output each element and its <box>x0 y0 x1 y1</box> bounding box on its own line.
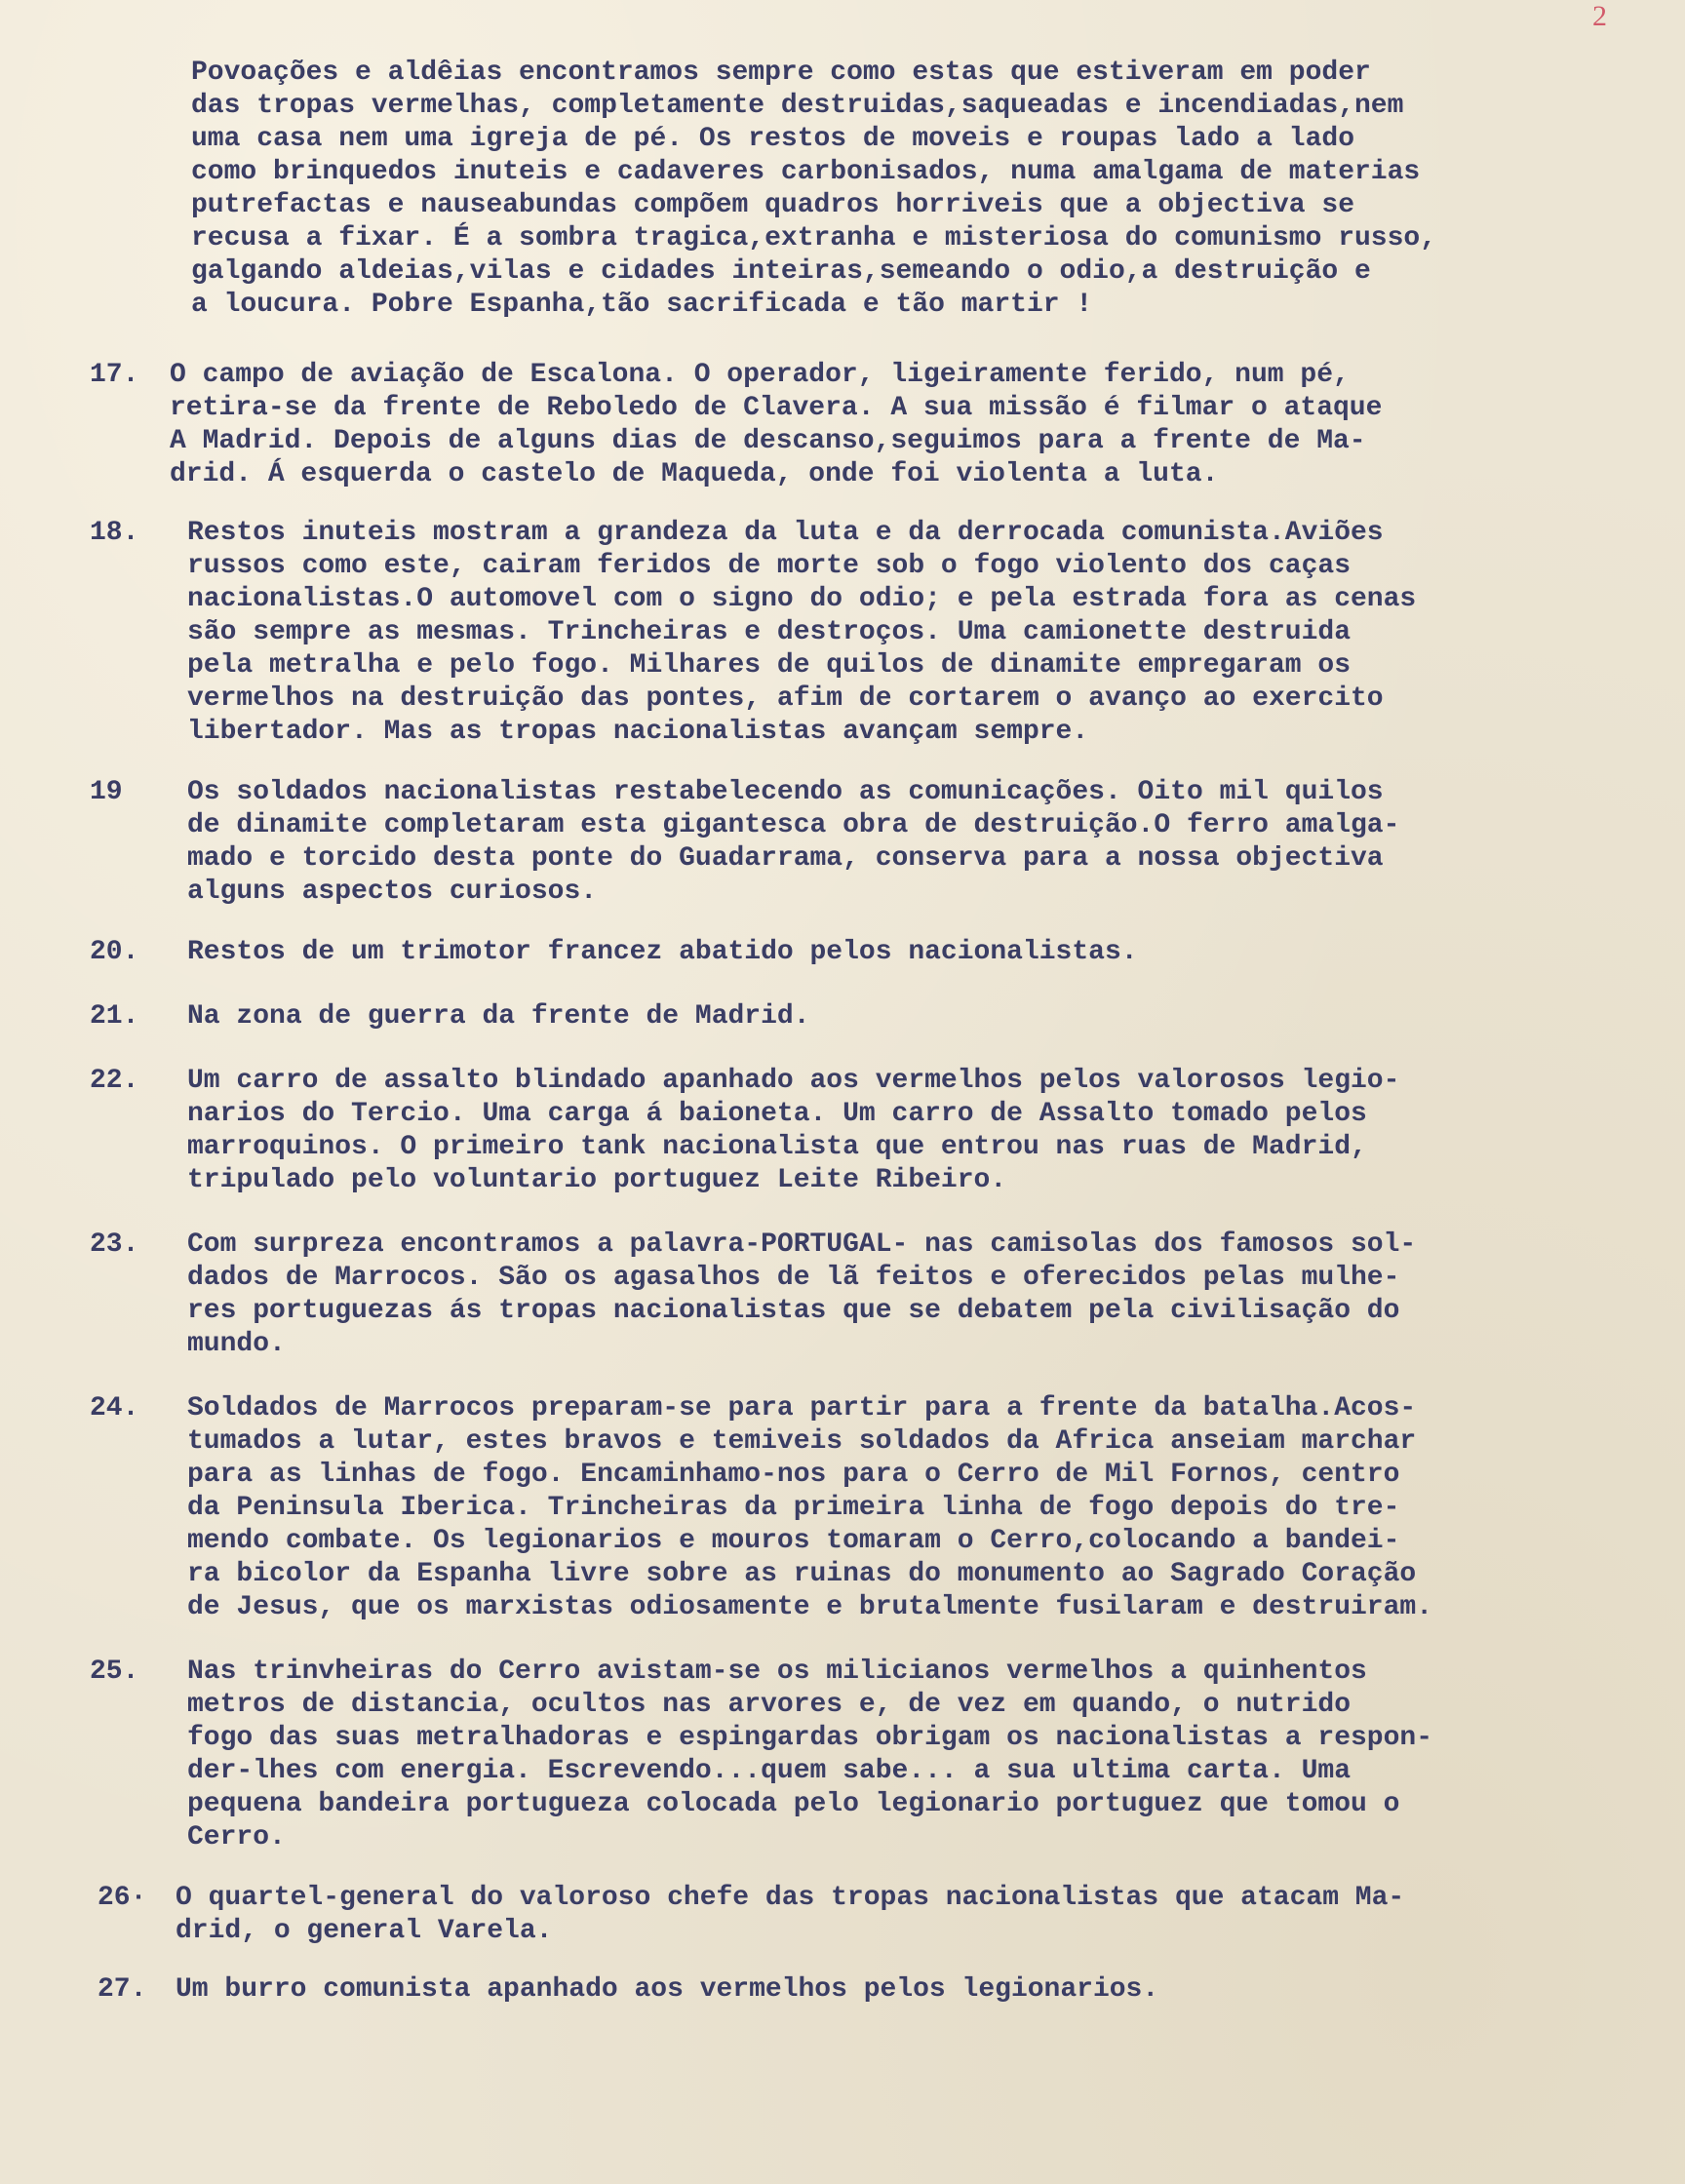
entry-number: 25. <box>90 1657 139 1687</box>
entry-number: 19 <box>90 777 123 807</box>
entry-18 <box>90 517 1660 749</box>
intro-paragraph: Povoações e aldêias encontramos sempre como estas que estiveram em poder das tropas vermelhas, completamente destruidas,saqueadas e incendiadas,nem uma casa nem uma igreja de pé. Os restos de moveis e roupas lado a lado como brinquedos inuteis e cadaveres carbonisados, numa amalgama de materias putrefactas e nauseabundas compõem quadros horriveis que a objectiva se recusa a fixar. É a sombra tragica,extranha e misteriosa do comunismo russo, galgando aldeias,vilas e cidades inteiras,semeando o odio,a destruição e a loucura. Pobre Espanha,tão sacrificada e tão martir ! <box>191 58 1437 320</box>
entry-26 <box>98 1882 1667 1948</box>
entry-number: 27. <box>98 1974 147 2005</box>
entry-number: 18. <box>90 518 139 548</box>
entry-22 <box>90 1065 1660 1197</box>
entry-text: Um burro comunista apanhado aos vermelhos pelos legionarios. <box>176 1974 1159 2005</box>
entry-24 <box>90 1392 1660 1624</box>
entry-text: Um carro de assalto blindado apanhado aos vermelhos pelos valorosos legio- narios do Tercio. Uma carga á baioneta. Um carro de Assalto tomado pelos marroquinos. O primeiro tank nacionalista que entrou nas ruas de Madrid, tripulado pelo voluntario portuguez Leite Ribeiro. <box>187 1066 1400 1195</box>
entry-text: Soldados de Marrocos preparam-se para partir para a frente da batalha.Acos- tumados a lutar, estes bravos e temiveis soldados da Africa anseiam marchar para as linhas de fogo. Encaminhamo-nos para o Cerro de Mil Fornos, centro da Peninsula Iberica. Trincheiras da primeira linha de fogo depois do tre- mendo combate. Os legionarios e mouros tomaram o Cerro,colocando a bandei- ra bicolor da Espanha livre sobre as ruinas do monumento ao Sagrado Coração de Jesus, que os marxistas odiosamente e brutalmente fusilaram e destruiram. <box>187 1393 1433 1622</box>
entry-text: Nas trinvheiras do Cerro avistam-se os milicianos vermelhos a quinhentos metros de distancia, ocultos nas arvores e, de vez em quando, o nutrido fogo das suas metralhadoras e espingardas obrigam os nacionalistas a respon- der-lhes com energia. Escrevendo...quem sabe... a sua ultima carta. Uma pequena bandeira portugueza colocada pelo legionario portuguez que tomou o Cerro. <box>187 1657 1433 1852</box>
entry-text: Com surpreza encontramos a palavra-PORTUGAL- nas camisolas dos famosos sol- dados de Marrocos. São os agasalhos de lã feitos e oferecidos pelas mulhe- res portuguezas ás tropas nacionalistas que se debatem pela civilisação do mundo. <box>187 1229 1417 1359</box>
entry-17 <box>90 359 1660 491</box>
entry-21 <box>90 1000 1660 1034</box>
entry-text: Os soldados nacionalistas restabelecendo as comunicações. Oito mil quilos de dinamite completaram esta gigantesca obra de destruição.O ferro amalga- mado e torcido desta ponte do Guadarrama, conserva para a nossa objectiva alguns aspectos curiosos. <box>187 777 1400 907</box>
page-number: 2 <box>1592 0 1607 32</box>
entry-number: 20. <box>90 937 139 967</box>
entry-25 <box>90 1656 1660 1854</box>
entry-number: 26· <box>98 1883 147 1913</box>
entry-number: 22. <box>90 1066 139 1096</box>
entry-text: O quartel-general do valoroso chefe das tropas nacionalistas que atacam Ma- drid, o general Varela. <box>176 1883 1405 1946</box>
entry-text: Na zona de guerra da frente de Madrid. <box>187 1001 810 1032</box>
entry-text: O campo de aviação de Escalona. O operador, ligeiramente ferido, num pé, retira-se da frente de Reboledo de Clavera. A sua missão é filmar o ataque A Madrid. Depois de alguns dias de descanso,seguimos para a frente de Ma- drid. Á esquerda o castelo de Maqueda, onde foi violenta a luta. <box>170 360 1383 489</box>
entry-number: 23. <box>90 1229 139 1260</box>
entry-20 <box>90 936 1660 969</box>
entry-27 <box>98 1973 1667 2007</box>
entry-text: Restos inuteis mostram a grandeza da luta e da derrocada comunista.Aviões russos como este, cairam feridos de morte sob o fogo violento dos caças nacionalistas.O automovel com o signo do odio; e pela estrada fora as cenas são sempre as mesmas. Trincheiras e destroços. Uma camionette destruida pela metralha e pelo fogo. Milhares de quilos de dinamite empregaram os vermelhos na destruição das pontes, afim de cortarem o avanço ao exercito libertador. Mas as tropas nacionalistas avançam sempre. <box>187 518 1417 747</box>
entry-number: 21. <box>90 1001 139 1032</box>
entry-number: 24. <box>90 1393 139 1424</box>
entry-number: 17. <box>90 360 139 390</box>
entry-23 <box>90 1228 1660 1361</box>
entry-19 <box>90 776 1660 909</box>
entry-text: Restos de um trimotor francez abatido pelos nacionalistas. <box>187 937 1138 967</box>
